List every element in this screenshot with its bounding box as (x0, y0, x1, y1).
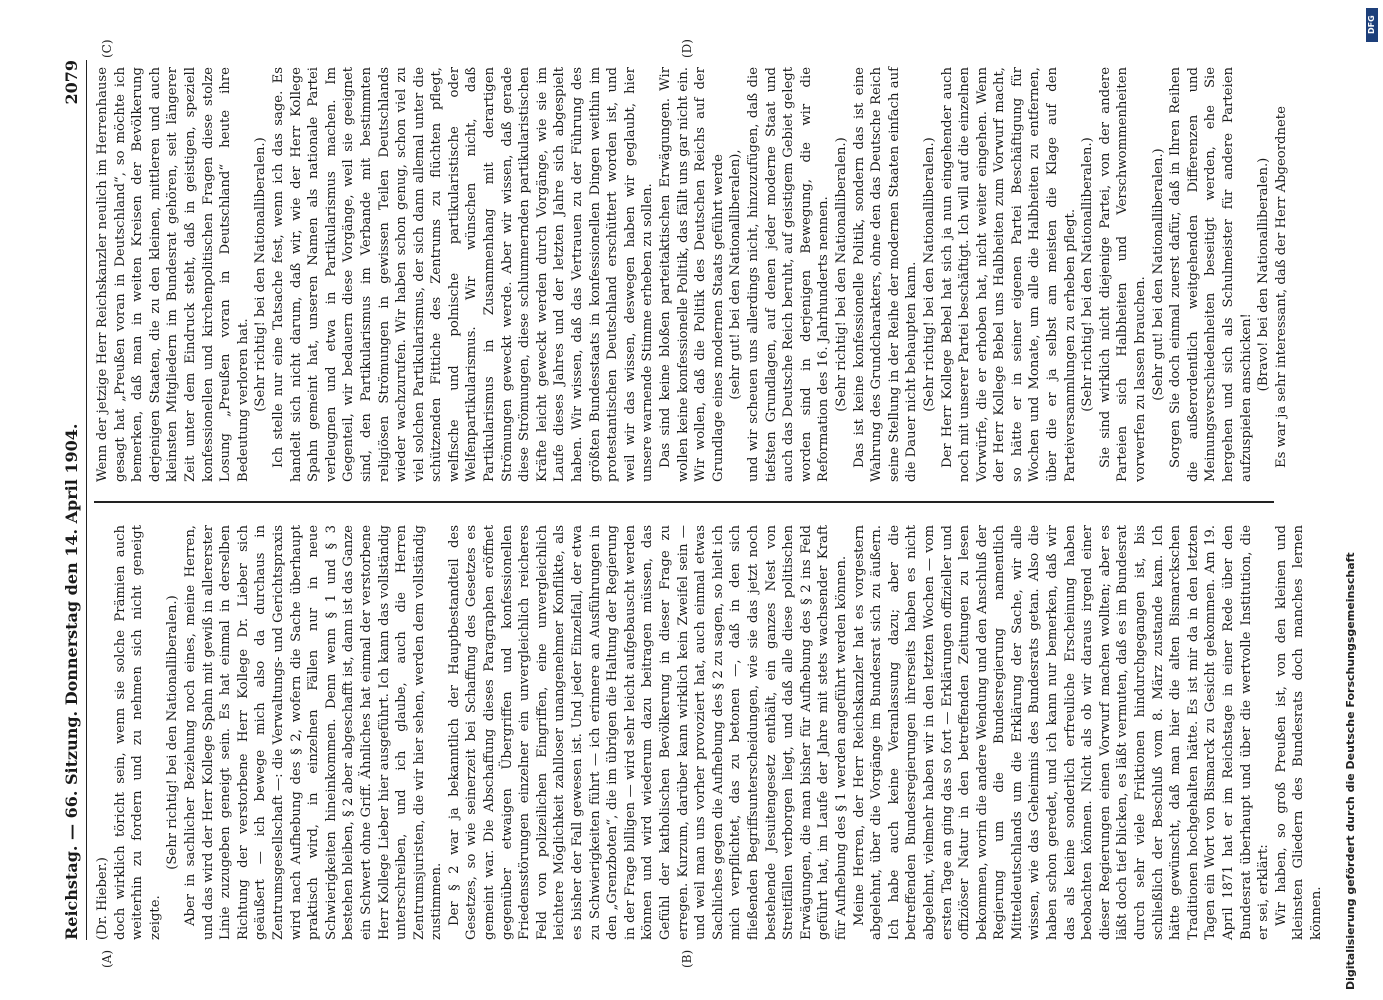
right-interjection: (Sehr richtig! bei den Nationalliberalen.) (253, 137, 269, 412)
right-interjection: (Sehr gut! bei den Nationalliberalen.) (1150, 148, 1166, 401)
right-paragraph: Das ist keine konfessionelle Politik, sondern das ist eine Wahrung des Grundcharakters, ohne den das Deutsche Reich seine Stellung in der Reihe der modernen Staaten einfach auf die Dauer nicht behaupten kann. (851, 67, 920, 482)
margin-marker-c: (C) (100, 39, 114, 58)
margin-marker-b: (B) (680, 949, 694, 968)
right-paragraph: Der Herr Kollege Bebel hat sich ja nun eingehender auch noch mit unserer Partei beschäftigt. Ich will auf die einzelnen Vorwürfe, die er erhoben hat, nicht weiter eingehen. Wenn der Herr Kollege Bebel uns Halbheiten zum Vorwurf macht, so hätte er in seiner eigenen Partei Beschäftigung für Wochen und Monate, um alle die Halbheiten zu entfernen, über die er ja selbst am meisten die Klage auf den Parteiversammlungen zu erheben pflegt. (939, 67, 1078, 482)
left-paragraph: Der § 2 war ja bekanntlich der Hauptbestandteil des Gesetzes, so wie seinerzeit bei Schaffung des Gesetzes es gemeint war. Die Abschaffung dieses Paragraphen eröffnet gegenüber etwaigen Übergriffen und konfessionellen Friedensstörungen einzelner ein unvergleichlich reicheres Feld von polizeilichen Eingriffen, eine unvergleichlich leichtere Möglichkeit zahlloser unangenehmer Konflikte, als es bisher der Fall gewesen ist. Und jeder Einzelfall, der etwa zu Schwierigkeiten führt — ich erinnere an Ausführungen in den „Grenzboten“, die im übrigen die Haltung der Regierung in der Frage billigen — wird sehr leicht aufgebauscht werden können und wird wiederum dazu beitragen müssen, das Gefühl der katholischen Bevölkerung in dieser Frage zu erregen. Kurzum, darüber kann wirklich kein Zweifel sein — und weil man uns vorher provoziert hat, auch einmal etwas Sachliches gegen die Aufhebung des § 2 zu sagen, so hielt ich mich verpflichtet, das zu betonen —, daß in den sich fließenden Begriffsunterscheidungen, wie sie das jetzt noch bestehende Jesuitengesetz enthält, ein ganzes Nest von Streitfällen verborgen liegt, und daß alle diese politischen Erwägungen, die man bisher für Aufhebung des § 2 ins Feld geführt hat, im Laufe der Jahre mit stets wachsender Kraft für Aufhebung des § 1 werden angeführt werden können. (446, 525, 849, 940)
right-paragraph: Ich stelle nur eine Tatsache fest, wenn ich das sage. Es handelt sich nicht darum, daß wir, wie der Herr Kollege Spahn gemeint hat, unseren Namen als nationale Partei verleugnen und etwa in Partikularismus machen. Im Gegenteil, wir bedauern diese Vorgänge, weil sie geeignet sind, den Partikularismus im Verbande mit bestimmten religiösen Strömungen in gewissen Teilen Deutschlands wieder wachzurufen. Wir haben schon genug, schon viel zu viel solchen Partikularismus, der sich dann allemal unter die schützenden Fittiche des Zentrums zu flüchten pflegt, welfische und polnische partikularistische oder Welfenpartikularismus. Wir wünschen nicht, daß Partikularismus in Zusammenhang mit derartigen Strömungen geweckt werde. Aber wir wissen, daß gerade diese Strömungen, diese schlummernden partikularistischen Kräfte leicht geweckt werden durch Vorgänge, wie sie im Laufe dieses Jahres und der letzten Jahre sich abgespielt haben. Wir wissen, daß das Vertrauen zu der Führung des größten Bundesstaats in konfessionellen Dingen weithin im protestantischen Deutschland erschüttert worden ist, und weil wir das wissen, deswegen haben wir geglaubt, hier unsere warnende Stimme erheben zu sollen. (270, 67, 656, 482)
running-head-title: Reichstag. — 66. Sitzung. Donnerstag den 14. April 1904. (62, 423, 81, 940)
running-head (60, 60, 87, 940)
right-column (94, 67, 1294, 482)
margin-marker-d: (D) (680, 39, 694, 58)
right-interjection: (Sehr richtig! bei den Nationalliberalen.) (921, 137, 937, 412)
left-paragraph: Wir haben, so groß Preußen ist, von den kleinen und kleinsten Gliedern des Bundesrats doch manches lernen können. (1273, 525, 1324, 940)
right-paragraph: Sie sind wirklich nicht diejenige Partei, von der andere Parteien sich Halbheiten und Verschwommenheiten vorwerfen zu lassen brauchen. (1097, 67, 1149, 482)
margin-marker-a: (A) (100, 949, 114, 968)
left-paragraph: Meine Herren, der Herr Reichskanzler hat es vorgestern abgelehnt, über die Vorgänge im Bundesrat sich zu äußern. Ich habe auch keine Veranlassung dazu; aber die betreffenden Bundesregierungen ihrerseits haben es nicht abgelehnt, vielmehr haben wir in den letzten Wochen — vom ersten Tage an ging das so fort — Erklärungen offizieller und offiziöser Natur in den betreffenden Zeitungen zu lesen bekommen, worin die andere Wendung und den Anschluß der Regierung um die Bundesregierung namentlich Mitteldeutschlands um die Erklärung der Sache, wir alle wissen, wie das Geheimnis des Bundesrats getan. Also die haben schon geredet, und ich kann nur bemerken, daß wir das als keine sonderlich erfreuliche Erscheinung haben beobachten können. Nicht als ob wir daraus irgend einer dieser Regierungen einen Vorwurf machen wollten; aber es läßt doch tief blicken, es läßt vermuten, daß es im Bundesrat durch sehr viele Friktionen hindurchgegangen ist, bis schließlich der Beschluß vom 8. März zustande kam. Ich hätte gewünscht, daß man hier die alten Bismarckschen Traditionen hochgehalten hätte. Es ist mir da in den letzten Tagen ein Wort von Bismarck zu Gesicht gekommen. Am 19. April 1871 hat er im Reichstage in einer Rede über den Bundesrat überhaupt und über die wertvolle Institution, die er sei, erklärt: (851, 525, 1272, 940)
left-paragraph: Aber in sachlicher Beziehung noch eines, meine Herren, und das wird der Herr Kollege Spahn mit gewiß in allererster Linie zuzugeben geneigt sein. Es hat einmal in derselben Richtung der verstorbene Herr Kollege Dr. Lieber sich geäußert — ich bewege mich also da durchaus in Zentrumsgesellschaft —: die Verwaltungs- und Gerichtspraxis wird nach Aufhebung des § 2, wofern die Sache überhaupt praktisch wird, in einzelnen Fällen nur in neue Schwierigkeiten hineinkommen. Denn wenn § 1 und § 3 bestehen bleiben, § 2 aber abgeschafft ist, dann ist das Ganze ein Schwert ohne Griff. Ähnliches hat einmal der verstorbene Herr Kollege Lieber hier ausgeführt. Ich kann das vollständig unterschreiben, und ich glaube, auch die Herren Zentrumsjuristen, die wir hier sehen, werden dem vollständig zustimmen. (182, 525, 445, 940)
rotated-page (60, 39, 1324, 968)
right-paragraph: Sorgen Sie doch einmal zuerst dafür, daß in Ihren Reihen die außerordentlich weitgehenden Differenzen und Meinungsverschiedenheiten beseitigt werden, ehe Sie hergehen und sich als Schulmeister für andere Parteien aufzuspielen anschicken! (1168, 67, 1254, 482)
right-interjection: (Bravo! bei den Nationalliberalen.) (1256, 157, 1272, 392)
left-interjection: (Sehr richtig! bei den Nationalliberalen.) (165, 595, 181, 870)
page-number: 2079 (62, 60, 81, 105)
column-divider (94, 502, 1274, 504)
right-paragraph: Wenn der jetzige Herr Reichskanzler neulich im Herrenhause gesagt hat „Preußen voran in Deutschland“, so möchte ich bemerken, daß man in weiten Kreisen der Bevölkerung derjenigen Staaten, die zu den kleinen, mittleren und auch kleinsten Mitgliedern im Bundesrat gehören, seit längerer Zeit unter dem Eindruck steht, daß in geistigen, speziell konfessionellen und kirchenpolitischen Fragen diese stolze Losung „Preußen voran in Deutschland“ heute ihre Bedeutung verloren hat. (95, 67, 251, 482)
right-interjection: (Sehr richtig! bei den Nationalliberalen.) (833, 137, 849, 412)
right-paragraph: Es war ja sehr interessant, daß der Herr Abgeordnete (1273, 106, 1289, 468)
left-column (94, 525, 1324, 940)
right-paragraph: Das sind keine bloßen parteitaktischen Erwägungen. Wir wollen keine konfessionelle Politik, das fällt uns gar nicht ein. Wir wollen, daß die Politik des Deutschen Reichs auf der Grundlage eines modernen Staats geführt werde (658, 67, 726, 482)
right-interjection: (sehr gut! bei den Nationalliberalen), (728, 149, 744, 400)
speaker-label: (Dr. Hieber.) (95, 857, 110, 940)
dfg-logo: DFG (1366, 8, 1378, 42)
left-paragraph: doch wirklich töricht sein, wenn sie solche Prämien auch weiterhin zu fordern und zu nehmen sich nicht geneigt zeigte. (112, 525, 163, 940)
right-paragraph: und wir scheuen uns allerdings nicht, hinzuzufügen, daß die tiefsten Grundlagen, auf denen jeder moderne Staat und auch das Deutsche Reich beruht, auf geistigem Gebiet gelegt worden sind in derjenigen Bewegung, die wir die Reformation des 16. Jahrhunderts nennen. (745, 67, 832, 482)
digitization-credit: Digitalisierung gefördert durch die Deutsche Forschungsgemeinschaft (1344, 552, 1357, 990)
right-interjection: (Sehr richtig! bei den Nationalliberalen.) (1080, 137, 1096, 412)
